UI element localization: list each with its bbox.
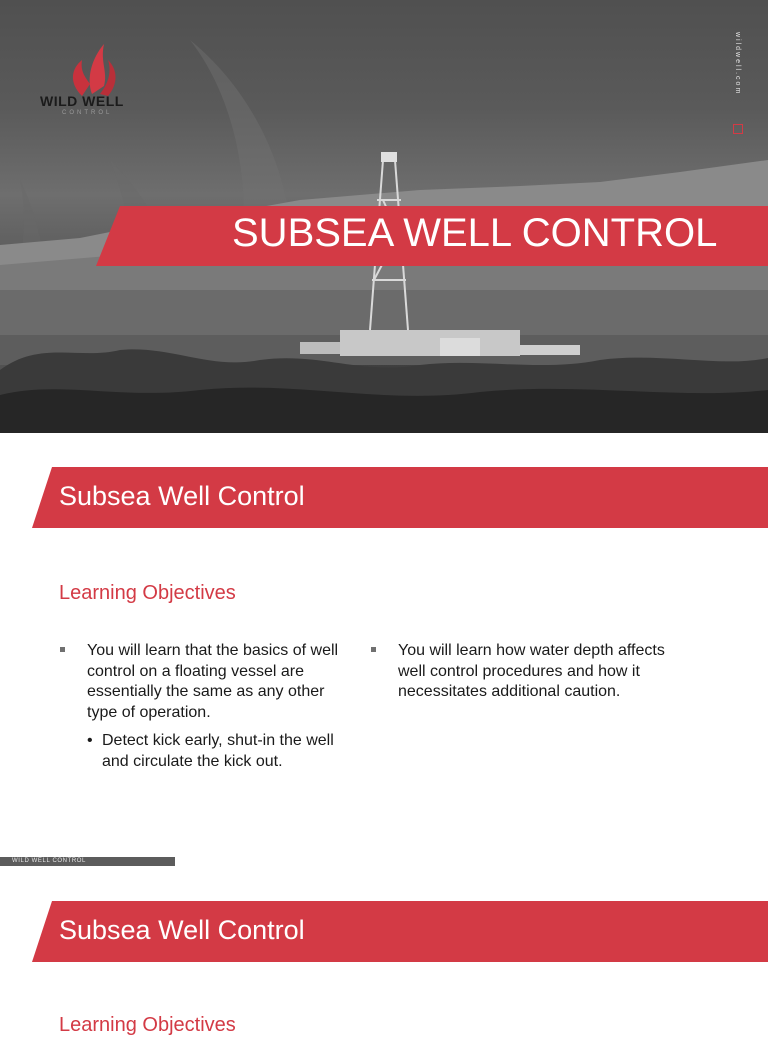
- footer-bar: [0, 857, 175, 866]
- bullet-item: [59, 641, 359, 723]
- bullet-item: [370, 641, 690, 703]
- side-url: wildwell.com: [734, 32, 741, 96]
- dot-bullet-icon: •: [87, 732, 93, 749]
- presentation-title: SUBSEA WELL CONTROL: [232, 211, 718, 255]
- logo-wordmark: WILD WELL: [40, 93, 124, 109]
- slide-learning-objectives: [0, 433, 768, 867]
- bullet-text: You will learn how water depth affects well control procedures and how it necessitates additional caution.: [398, 642, 665, 700]
- slide-header: Subsea Well Control: [59, 915, 305, 945]
- bullet-text: You will learn that the basics of well control on a floating vessel are essentially the same as any other type of operation.: [87, 642, 339, 721]
- sub-bullet-text: Detect kick early, shut-in the well and circulate the kick out.: [102, 732, 334, 770]
- slide-subheading: Learning Objectives: [59, 582, 236, 604]
- title-slide: [0, 0, 768, 433]
- slide-header: Subsea Well Control: [59, 481, 305, 511]
- slide-subheading: Learning Objectives: [59, 1014, 236, 1036]
- left-column: [59, 641, 359, 772]
- logo-subtext: CONTROL: [62, 110, 113, 116]
- square-bullet-icon: [60, 647, 65, 652]
- square-bullet-icon: [371, 647, 376, 652]
- sub-bullet-item: [59, 731, 359, 772]
- slide-learning-objectives-2: [0, 867, 768, 1036]
- footer-label: WILD WELL CONTROL: [12, 858, 86, 864]
- side-square-marker: [733, 124, 743, 134]
- right-column: [370, 641, 690, 703]
